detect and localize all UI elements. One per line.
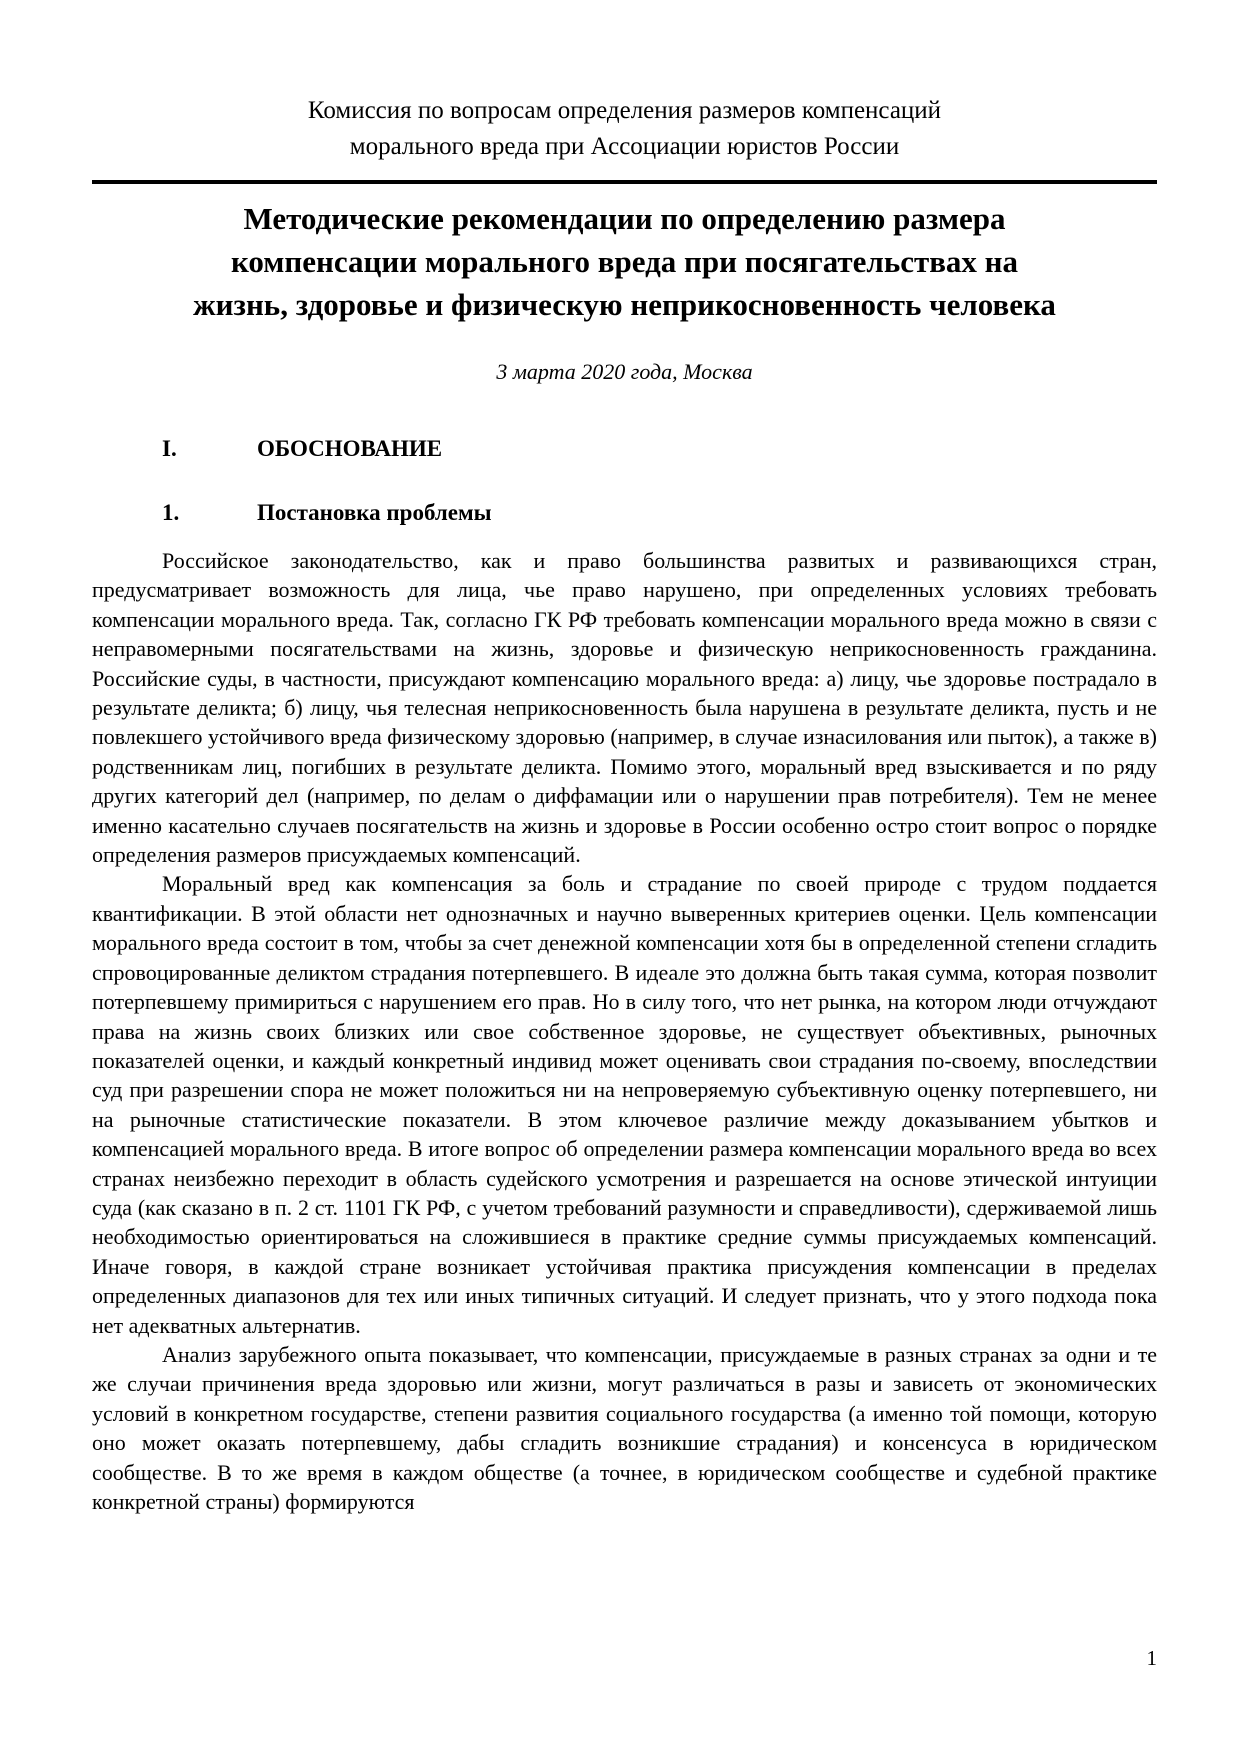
document-title-line-1: Методические рекомендации по определению размера bbox=[243, 201, 1006, 236]
subsection-label: Постановка проблемы bbox=[257, 500, 492, 525]
section-label: ОБОСНОВАНИЕ bbox=[257, 436, 443, 461]
body-text bbox=[92, 546, 1157, 1516]
document-title-line-3: жизнь, здоровье и физическую неприкосновенность человека bbox=[193, 287, 1056, 322]
page-number: 1 bbox=[1146, 1646, 1157, 1670]
date-place-line: 3 марта 2020 года, Москва bbox=[496, 359, 753, 384]
subsection-number: 1. bbox=[162, 500, 180, 525]
document-title bbox=[92, 197, 1157, 326]
document-title-line-2: компенсации морального вреда при посягательствах на bbox=[230, 244, 1019, 279]
section-number: I. bbox=[162, 436, 177, 461]
paragraph-2: Моральный вред как компенсация за боль и страдание по своей природе с трудом поддается квантификации. В этой области нет однозначных и научно выверенных критериев оценки. Цель компенсации морального вреда состоит в том, чтобы за счет денежной компенсации хотя бы в определенной степени сгладить спровоцированные деликтом страдания потерпевшего. В идеале это должна быть такая сумма, которая позволит потерпевшему примириться с нарушением его прав. Но в силу того, что нет рынка, на котором люди отчуждают права на жизнь своих близких или свое собственное здоровье, не существует объективных, рыночных показателей оценки, и каждый конкретный индивид может оценивать свои страдания по-своему, впоследствии суд при разрешении спора не может положиться ни на непроверяемую субъективную оценку потерпевшего, ни на рыночные статистические показатели. В этом ключевое различие между доказыванием убытков и компенсацией морального вреда. В итоге вопрос об определении размера компенсации морального вреда во всех странах неизбежно переходит в область судейского усмотрения и разрешается на основе этической интуиции суда (как сказано в п. 2 ст. 1101 ГК РФ, с учетом требований разумности и справедливости), сдерживаемой лишь необходимостью ориентироваться на сложившиеся в практике средние суммы присуждаемых компенсаций. Иначе говоря, в каждой стране возникает устойчивая практика присуждения компенсации в пределах определенных диапазонов для тех или иных типичных ситуаций. И следует признать, что у этого подхода пока нет адекватных альтернатив. bbox=[92, 871, 1157, 1338]
organization-header-line-1: Комиссия по вопросам определения размеров компенсаций bbox=[307, 97, 942, 124]
header-divider-rule bbox=[92, 180, 1157, 184]
subsection-heading-problem-statement bbox=[92, 500, 1157, 526]
paragraph-3: Анализ зарубежного опыта показывает, что компенсации, присуждаемые в разных странах за одни и те же случаи причинения вреда здоровью или жизни, могут различаться в разы и зависеть от экономических условий в конкретном государстве, степени развития социального государства (а именно той помощи, которую оно может оказать потерпевшему, дабы сгладить возникшие страдания) и консенсуса в юридическом сообществе. В то же время в каждом обществе (а точнее, в юридическом сообществе и судебной практике конкретной страны) формируются bbox=[92, 1341, 1157, 1514]
section-heading-justification bbox=[92, 436, 1157, 462]
organization-header-line-2: морального вреда при Ассоциации юристов России bbox=[349, 133, 900, 160]
organization-header bbox=[92, 93, 1157, 165]
paragraph-1: Российское законодательство, как и право большинства развитых и развивающихся стран, предусматривает возможность для лица, чье право нарушено, при определенных условиях требовать компенсации морального вреда. Так, согласно ГК РФ требовать компенсации морального вреда можно в связи с неправомерными посягательствами на жизнь, здоровье и физическую неприкосновенность гражданина. Российские суды, в частности, присуждают компенсацию морального вреда: а) лицу, чье здоровье пострадало в результате деликта; б) лицу, чья телесная неприкосновенность была нарушена в результате деликта, пусть и не повлекшего устойчивого вреда физическому здоровью (например, в случае изнасилования или пыток), а также в) родственникам лиц, погибших в результате деликта. Помимо этого, моральный вред взыскивается и по ряду других категорий дел (например, по делам о диффамации или о нарушении прав потребителя). Тем не менее именно касательно случаев посягательств на жизнь и здоровье в России особенно остро стоит вопрос о порядке определения размеров присуждаемых компенсаций. bbox=[92, 548, 1157, 868]
